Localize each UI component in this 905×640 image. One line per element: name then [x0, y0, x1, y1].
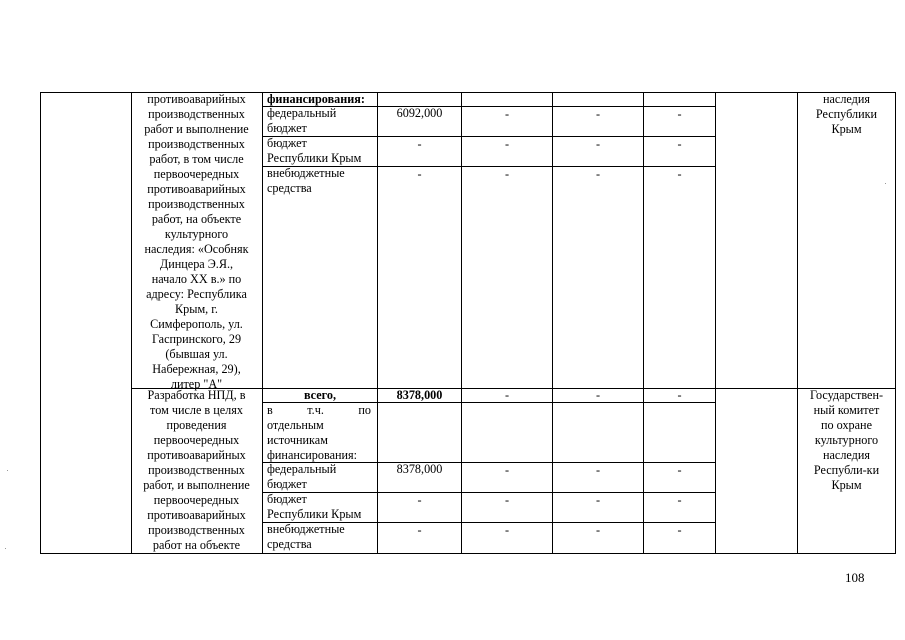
- lower-extrabudget-y2: -: [595, 523, 601, 537]
- table-col-line-5: [552, 92, 553, 553]
- lower-measure-description: Разработка НПД, в том числе в целях проведения первоочередных противоаварийных производственных работ, и выполнение первоочередных противоаварийных производственных работ на объекте: [143, 388, 250, 552]
- lower-total-y1: -: [504, 388, 510, 402]
- table-col-line-7: [715, 92, 716, 553]
- table-border-left: [40, 92, 41, 553]
- upper-extrabudget-y2: -: [595, 167, 601, 181]
- lower-federal-y3: -: [677, 463, 682, 477]
- upper-financing-label: финансирования:: [267, 92, 365, 106]
- upper-federal-y3: -: [677, 107, 682, 121]
- lower-federal-y2: -: [595, 463, 601, 477]
- lower-executor: Государствен- ный комитет по охране культурного наследия Республи-ки Крым: [809, 388, 884, 492]
- table-bottom-border: [40, 553, 896, 554]
- upper-source-extrabudget: внебюджетные средства: [267, 166, 345, 195]
- lower-republic-total: -: [417, 493, 422, 507]
- lower-total-y2: -: [595, 388, 601, 402]
- upper-republic-y1: -: [504, 137, 510, 151]
- lower-extrabudget-total: -: [417, 523, 422, 537]
- upper-extrabudget-y1: -: [504, 167, 510, 181]
- scan-speck: [7, 470, 8, 471]
- scan-speck: [885, 183, 886, 184]
- upper-measure-description: противоаварийных производственных работ и выполнение производственных работ, в том числе первоочередных противоаварийных производственных работ, на объекте культурного наследия: «Особняк Динцера Э.Я., начало XX в.» по адресу: Республика Крым, г. Симферополь, ул. Гаспринского, 29 (бывшая ул. Набережная, 29), литер "А": [144, 92, 249, 391]
- incl-word-v: в: [267, 403, 273, 417]
- lower-source-extrabudget: внебюджетные средства: [267, 522, 345, 551]
- table-col-line-3: [377, 92, 378, 553]
- lower-republic-y3: -: [677, 493, 682, 507]
- upper-executor: наследия Республики Крым: [815, 92, 878, 136]
- upper-republic-y3: -: [677, 137, 682, 151]
- upper-extrabudget-total: -: [417, 167, 422, 181]
- lower-republic-y1: -: [504, 493, 510, 507]
- upper-federal-total: 6092,000: [396, 106, 443, 120]
- upper-source-republic: бюджет Республики Крым: [267, 136, 362, 165]
- upper-source-federal: федеральный бюджет: [267, 106, 337, 135]
- lower-republic-y2: -: [595, 493, 601, 507]
- incl-word-tch: т.ч.: [307, 403, 324, 417]
- upper-republic-y2: -: [595, 137, 601, 151]
- incl-word-po: по: [358, 403, 371, 417]
- upper-federal-y2: -: [595, 107, 601, 121]
- lower-extrabudget-y1: -: [504, 523, 510, 537]
- lower-incl-rest: отдельным источникам финансирования:: [267, 418, 358, 462]
- lower-federal-total: 8378,000: [396, 462, 443, 476]
- upper-federal-y1: -: [504, 107, 510, 121]
- lower-source-federal: федеральный бюджет: [267, 462, 337, 491]
- upper-extrabudget-y3: -: [677, 167, 682, 181]
- lower-federal-y1: -: [504, 463, 510, 477]
- lower-extrabudget-y3: -: [677, 523, 682, 537]
- page-number: 108: [845, 570, 865, 585]
- scan-speck: [5, 548, 6, 549]
- lower-total-y3: -: [677, 388, 682, 402]
- lower-total-value: 8378,000: [396, 388, 443, 402]
- table-col-line-6: [643, 92, 644, 553]
- lower-total-label: всего,: [303, 388, 337, 402]
- upper-republic-total: -: [417, 137, 422, 151]
- table-border-right: [895, 92, 896, 553]
- table-col-line-2: [262, 92, 263, 553]
- table-col-line-4: [461, 92, 462, 553]
- lower-source-republic: бюджет Республики Крым: [267, 492, 362, 521]
- lower-incl-first-line: [267, 403, 371, 418]
